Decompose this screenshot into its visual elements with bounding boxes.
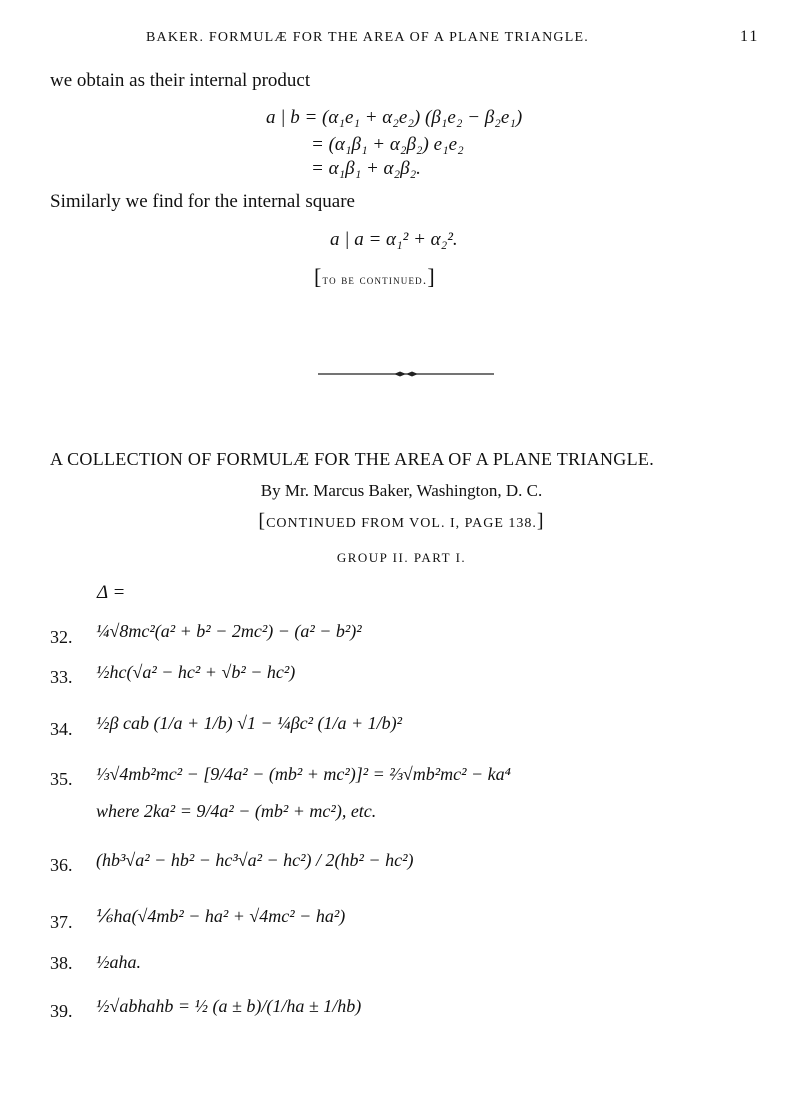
formula-32: ¼√8mc²(a² + b² − 2mc²) − (a² − b²)² (96, 621, 362, 641)
continued-from-note: [CONTINUED FROM VOL. I, PAGE 138.] (258, 510, 545, 532)
square-equation: a | a = α₁² + α₂². (330, 229, 458, 250)
running-header: BAKER. FORMULÆ FOR THE AREA OF A PLANE TRIANGLE. (146, 30, 589, 45)
formula-35-where-clause: where 2ka² = 9/4a² − (mb² + mc²), etc. (96, 801, 377, 821)
formula-number: 32. (50, 627, 73, 647)
formula-38: ½aha. (96, 952, 141, 972)
formula-39: ½√abhahb = ½ (a ± b)/(1/ha ± 1/hb) (96, 996, 362, 1016)
page-number: 11 (740, 28, 760, 45)
formula-number: 39. (50, 1001, 73, 1021)
formula-number: 36. (50, 855, 73, 875)
intro-text: we obtain as their internal product (50, 70, 311, 91)
product-equation-line3: = α₁β₁ + α₂β₂. (311, 158, 421, 179)
formula-number: 33. (50, 667, 73, 687)
formula-number: 37. (50, 912, 73, 932)
formula-35: ⅓√4mb²mc² − [9/4a² − (mb² + mc²)]² = ⅔√mb²mc² − ka⁴ (96, 764, 511, 784)
formula-33: ½hc(√a² − hc² + √b² − hc²) (96, 662, 296, 682)
product-equation-line1: a | b = (α₁e₁ + α₂e₂) (β₁e₂ − β₂e₁) (266, 107, 523, 128)
formula-34: ½β cab (1/a + 1/b) √1 − ¼βc² (1/a + 1/b)² (96, 713, 402, 733)
formula-number: 38. (50, 953, 73, 973)
group-heading: GROUP II. PART I. (336, 550, 467, 565)
product-equation-line2: = (α₁β₁ + α₂β₂) e₁e₂ (311, 134, 464, 155)
formula-number: 34. (50, 719, 73, 739)
delta-equals: Δ = (97, 582, 126, 603)
formula-37: ⅙ha(√4mb² − ha² + √4mc² − ha²) (96, 906, 346, 926)
article-title: A COLLECTION OF FORMULÆ FOR THE AREA OF A PLANE TRIANGLE. (50, 449, 654, 469)
formula-number: 35. (50, 769, 73, 789)
section-divider-rule (318, 371, 494, 377)
formula-36: (hb³√a² − hb² − hc³√a² − hc²) / 2(hb² − hc²) (96, 850, 414, 870)
similarly-text: Similarly we find for the internal square (50, 191, 355, 212)
article-byline: By Mr. Marcus Baker, Washington, D. C. (260, 481, 543, 500)
to-be-continued: [to be continued.] (314, 264, 436, 289)
